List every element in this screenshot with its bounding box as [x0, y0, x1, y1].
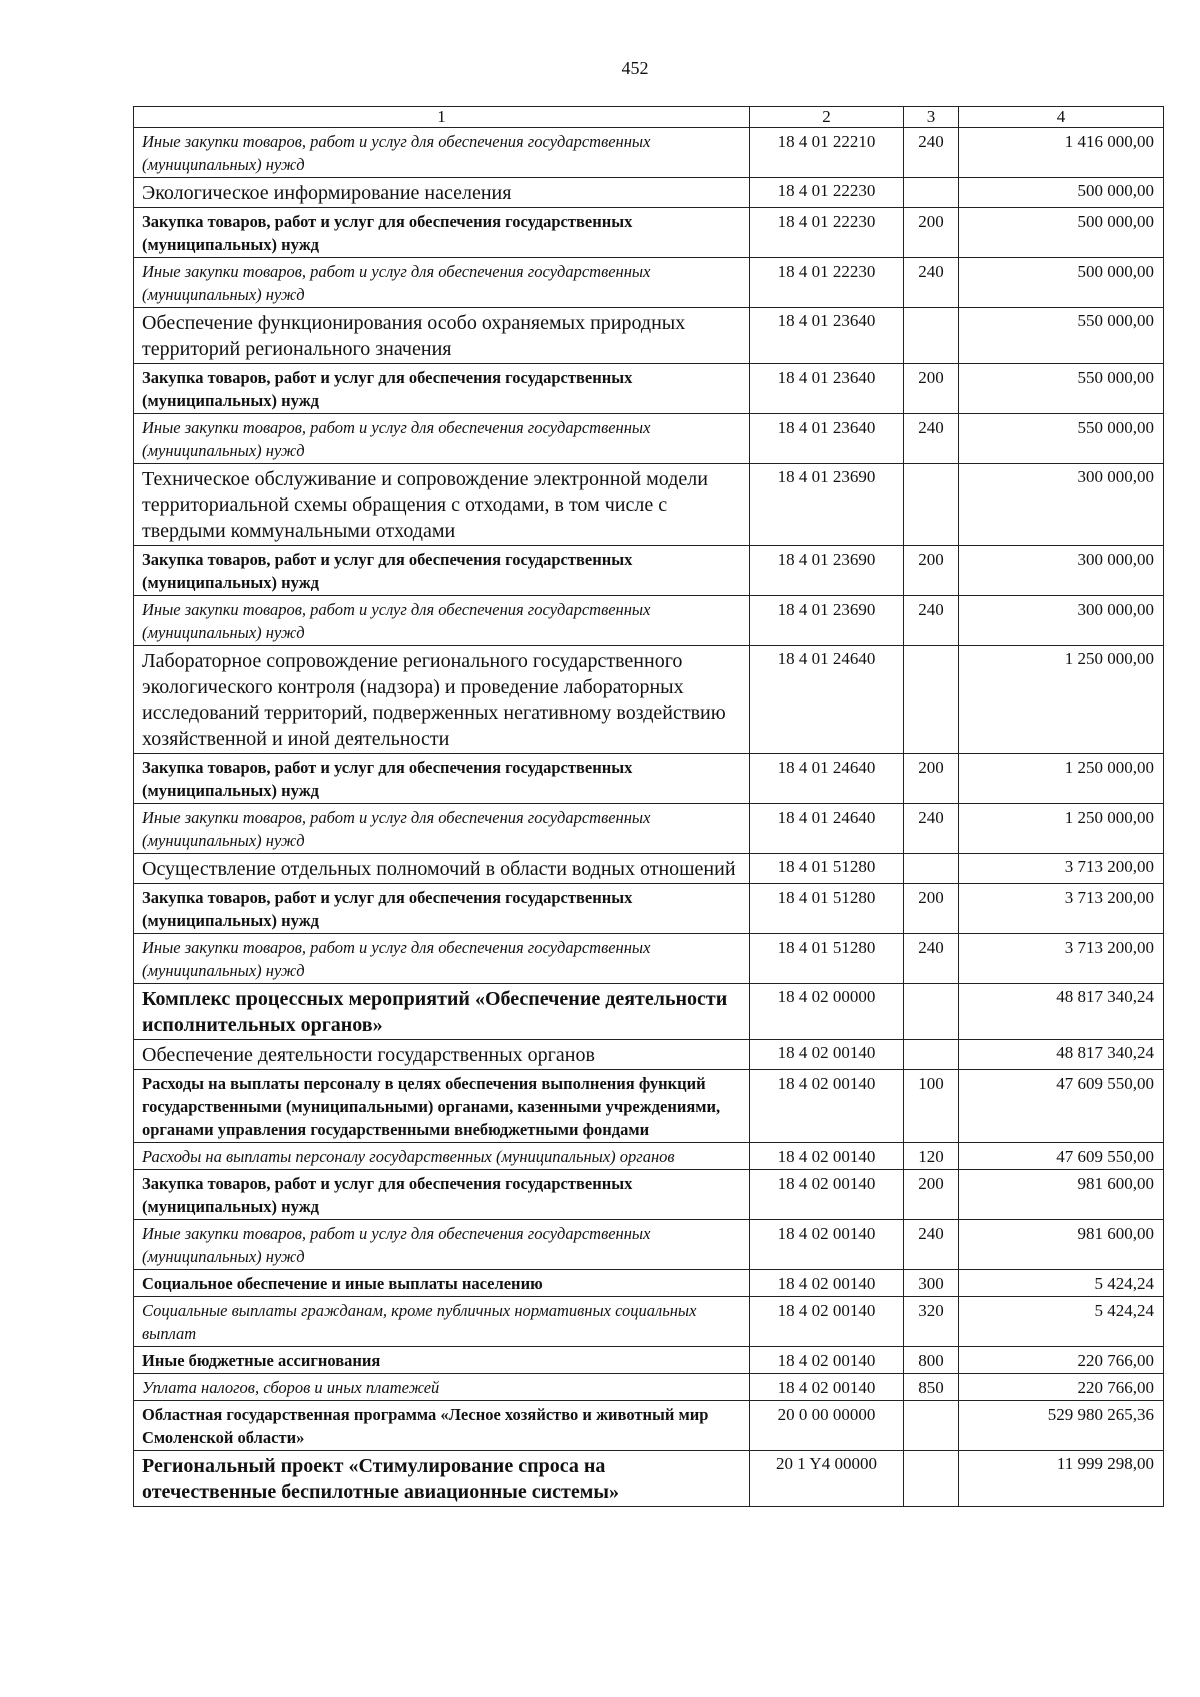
table-row: [134, 464, 1164, 546]
row-amount: 550 000,00: [959, 414, 1164, 464]
row-expense-type: 240: [904, 934, 959, 984]
row-code: 18 4 01 23640: [750, 308, 904, 364]
row-name: Иные закупки товаров, работ и услуг для обеспечения государственных (муниципальных) нужд: [134, 414, 750, 464]
row-code: 18 4 01 22230: [750, 258, 904, 308]
row-expense-type: 200: [904, 364, 959, 414]
table-row: [134, 984, 1164, 1040]
table-row: [134, 308, 1164, 364]
row-expense-type: 200: [904, 1170, 959, 1220]
row-expense-type: [904, 178, 959, 208]
row-code: 18 4 02 00140: [750, 1374, 904, 1401]
row-code: 18 4 01 24640: [750, 646, 904, 754]
row-amount: 220 766,00: [959, 1347, 1164, 1374]
row-code: 18 4 02 00140: [750, 1143, 904, 1170]
table-row: [134, 1070, 1164, 1143]
row-amount: 1 250 000,00: [959, 804, 1164, 854]
table-row: [134, 1401, 1164, 1451]
table-row: [134, 414, 1164, 464]
row-expense-type: [904, 464, 959, 546]
row-code: 20 1 Y4 00000: [750, 1451, 904, 1507]
row-name: Закупка товаров, работ и услуг для обеспечения государственных (муниципальных) нужд: [134, 884, 750, 934]
table-row: [134, 364, 1164, 414]
row-amount: 3 713 200,00: [959, 854, 1164, 884]
row-expense-type: [904, 854, 959, 884]
row-code: 20 0 00 00000: [750, 1401, 904, 1451]
table-header-row: [134, 107, 1164, 128]
row-amount: 300 000,00: [959, 546, 1164, 596]
row-expense-type: 200: [904, 884, 959, 934]
row-expense-type: [904, 984, 959, 1040]
row-expense-type: [904, 1401, 959, 1451]
row-name: Техническое обслуживание и сопровождение электронной модели территориальной схемы обращения с отходами, в том числе с твердыми коммунальными отходами: [134, 464, 750, 546]
table-row: [134, 804, 1164, 854]
row-code: 18 4 01 23690: [750, 596, 904, 646]
row-amount: 1 416 000,00: [959, 128, 1164, 178]
row-amount: 3 713 200,00: [959, 884, 1164, 934]
row-name: Иные бюджетные ассигнования: [134, 1347, 750, 1374]
row-amount: 1 250 000,00: [959, 754, 1164, 804]
row-amount: 3 713 200,00: [959, 934, 1164, 984]
row-name: Расходы на выплаты персоналу в целях обеспечения выполнения функций государственными (муниципальными) органами, казенными учреждениями, органами управления государственными внебюджетными фондами: [134, 1070, 750, 1143]
row-name: Закупка товаров, работ и услуг для обеспечения государственных (муниципальных) нужд: [134, 208, 750, 258]
column-header-2: 2: [750, 107, 904, 128]
row-name: Региональный проект «Стимулирование спроса на отечественные беспилотные авиационные системы»: [134, 1451, 750, 1507]
row-amount: 500 000,00: [959, 208, 1164, 258]
row-expense-type: 320: [904, 1297, 959, 1347]
table-row: [134, 646, 1164, 754]
row-name: Областная государственная программа «Лесное хозяйство и животный мир Смоленской области»: [134, 1401, 750, 1451]
row-expense-type: 240: [904, 1220, 959, 1270]
row-amount: 220 766,00: [959, 1374, 1164, 1401]
row-expense-type: 240: [904, 596, 959, 646]
table-row: [134, 178, 1164, 208]
row-code: 18 4 01 51280: [750, 884, 904, 934]
row-code: 18 4 01 23690: [750, 464, 904, 546]
row-name: Закупка товаров, работ и услуг для обеспечения государственных (муниципальных) нужд: [134, 364, 750, 414]
row-expense-type: [904, 646, 959, 754]
row-code: 18 4 01 22210: [750, 128, 904, 178]
row-expense-type: 240: [904, 414, 959, 464]
row-expense-type: [904, 308, 959, 364]
row-expense-type: 240: [904, 128, 959, 178]
column-header-1: 1: [134, 107, 750, 128]
row-code: 18 4 02 00140: [750, 1170, 904, 1220]
row-name: Социальное обеспечение и иные выплаты населению: [134, 1270, 750, 1297]
row-name: Расходы на выплаты персоналу государственных (муниципальных) органов: [134, 1143, 750, 1170]
table-row: [134, 1297, 1164, 1347]
row-expense-type: 240: [904, 804, 959, 854]
row-expense-type: 240: [904, 258, 959, 308]
row-name: Обеспечение деятельности государственных органов: [134, 1040, 750, 1070]
row-name: Иные закупки товаров, работ и услуг для обеспечения государственных (муниципальных) нужд: [134, 934, 750, 984]
row-name: Комплекс процессных мероприятий «Обеспечение деятельности исполнительных органов»: [134, 984, 750, 1040]
table-row: [134, 754, 1164, 804]
table-row: [134, 1347, 1164, 1374]
row-amount: 300 000,00: [959, 596, 1164, 646]
row-name: Иные закупки товаров, работ и услуг для обеспечения государственных (муниципальных) нужд: [134, 128, 750, 178]
row-amount: 47 609 550,00: [959, 1143, 1164, 1170]
row-code: 18 4 01 24640: [750, 804, 904, 854]
row-code: 18 4 01 51280: [750, 854, 904, 884]
row-code: 18 4 01 51280: [750, 934, 904, 984]
row-code: 18 4 02 00140: [750, 1220, 904, 1270]
row-code: 18 4 01 22230: [750, 208, 904, 258]
row-expense-type: 300: [904, 1270, 959, 1297]
row-expense-type: 200: [904, 208, 959, 258]
row-amount: 500 000,00: [959, 178, 1164, 208]
row-amount: 48 817 340,24: [959, 984, 1164, 1040]
row-amount: 981 600,00: [959, 1220, 1164, 1270]
row-name: Обеспечение функционирования особо охраняемых природных территорий регионального значения: [134, 308, 750, 364]
row-amount: 47 609 550,00: [959, 1070, 1164, 1143]
table-row: [134, 596, 1164, 646]
table-row: [134, 1170, 1164, 1220]
row-name: Уплата налогов, сборов и иных платежей: [134, 1374, 750, 1401]
row-amount: 550 000,00: [959, 308, 1164, 364]
row-expense-type: 120: [904, 1143, 959, 1170]
row-name: Иные закупки товаров, работ и услуг для обеспечения государственных (муниципальных) нужд: [134, 1220, 750, 1270]
row-name: Закупка товаров, работ и услуг для обеспечения государственных (муниципальных) нужд: [134, 1170, 750, 1220]
row-expense-type: 200: [904, 754, 959, 804]
row-code: 18 4 02 00140: [750, 1347, 904, 1374]
row-amount: 11 999 298,00: [959, 1451, 1164, 1507]
row-name: Иные закупки товаров, работ и услуг для обеспечения государственных (муниципальных) нужд: [134, 258, 750, 308]
row-name: Иные закупки товаров, работ и услуг для обеспечения государственных (муниципальных) нужд: [134, 596, 750, 646]
row-code: 18 4 02 00140: [750, 1070, 904, 1143]
column-header-3: 3: [904, 107, 959, 128]
table-row: [134, 1143, 1164, 1170]
budget-table: [133, 106, 1164, 1507]
table-row: [134, 128, 1164, 178]
table-row: [134, 1220, 1164, 1270]
table-row: [134, 1451, 1164, 1507]
row-expense-type: [904, 1451, 959, 1507]
table-row: [134, 1270, 1164, 1297]
row-amount: 5 424,24: [959, 1297, 1164, 1347]
row-name: Иные закупки товаров, работ и услуг для обеспечения государственных (муниципальных) нужд: [134, 804, 750, 854]
table-row: [134, 258, 1164, 308]
table-row: [134, 854, 1164, 884]
column-header-4: 4: [959, 107, 1164, 128]
row-code: 18 4 02 00140: [750, 1297, 904, 1347]
row-code: 18 4 01 23640: [750, 364, 904, 414]
row-expense-type: 200: [904, 546, 959, 596]
row-amount: 1 250 000,00: [959, 646, 1164, 754]
row-amount: 529 980 265,36: [959, 1401, 1164, 1451]
row-amount: 48 817 340,24: [959, 1040, 1164, 1070]
row-amount: 300 000,00: [959, 464, 1164, 546]
row-name: Закупка товаров, работ и услуг для обеспечения государственных (муниципальных) нужд: [134, 754, 750, 804]
row-code: 18 4 01 24640: [750, 754, 904, 804]
row-expense-type: [904, 1040, 959, 1070]
table-row: [134, 934, 1164, 984]
row-name: Социальные выплаты гражданам, кроме публичных нормативных социальных выплат: [134, 1297, 750, 1347]
row-expense-type: 100: [904, 1070, 959, 1143]
table-row: [134, 546, 1164, 596]
row-amount: 5 424,24: [959, 1270, 1164, 1297]
row-amount: 500 000,00: [959, 258, 1164, 308]
table-row: [134, 1040, 1164, 1070]
table-row: [134, 884, 1164, 934]
row-name: Закупка товаров, работ и услуг для обеспечения государственных (муниципальных) нужд: [134, 546, 750, 596]
row-name: Осуществление отдельных полномочий в области водных отношений: [134, 854, 750, 884]
row-expense-type: 800: [904, 1347, 959, 1374]
row-code: 18 4 01 23690: [750, 546, 904, 596]
row-name: Экологическое информирование населения: [134, 178, 750, 208]
row-expense-type: 850: [904, 1374, 959, 1401]
row-amount: 981 600,00: [959, 1170, 1164, 1220]
row-name: Лабораторное сопровождение регионального государственного экологического контроля (надзора) и проведение лабораторных исследований территорий, подверженных негативному воздействию хозяйственной и иной деятельности: [134, 646, 750, 754]
row-code: 18 4 02 00140: [750, 1270, 904, 1297]
row-code: 18 4 02 00000: [750, 984, 904, 1040]
table-row: [134, 1374, 1164, 1401]
row-code: 18 4 02 00140: [750, 1040, 904, 1070]
row-code: 18 4 01 22230: [750, 178, 904, 208]
row-code: 18 4 01 23640: [750, 414, 904, 464]
table-row: [134, 208, 1164, 258]
row-amount: 550 000,00: [959, 364, 1164, 414]
page-number: 452: [621, 58, 649, 78]
